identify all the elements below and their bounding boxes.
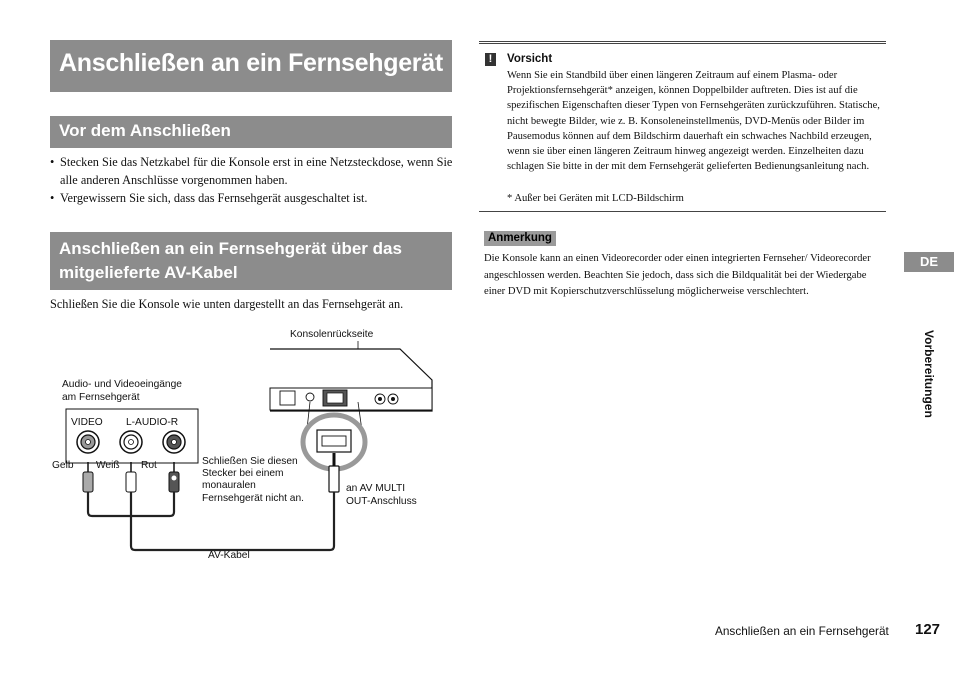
tv-inputs-label: am Fernsehgerät [62, 392, 140, 403]
video-jack-icon [77, 431, 99, 453]
section-heading-text: Vor dem Anschließen [59, 121, 231, 140]
intro-text: Schließen Sie die Konsole wie unten dargestellt an das Fernsehgerät an. [50, 297, 404, 311]
page-number: 127 [915, 621, 941, 638]
audio-right-jack-icon [163, 431, 185, 453]
audio-left-jack-icon [120, 431, 142, 453]
language-tab: DE [904, 252, 954, 272]
av-multi-label: an AV MULTI [346, 483, 406, 494]
yellow-label: Gelb [52, 460, 74, 471]
video-label: VIDEO [71, 417, 103, 428]
caution-bottom-rule [479, 211, 886, 212]
bullet-list [50, 154, 455, 209]
white-plug-icon [126, 462, 136, 492]
console-back-label: Konsolenrückseite [290, 329, 374, 340]
note-label: Anmerkung [484, 231, 556, 246]
chapter-side-label: Vorbereitungen [922, 330, 936, 418]
red-plug-icon [169, 462, 179, 492]
av-cable-label: AV-Kabel [208, 550, 250, 561]
mono-note: monauralen [202, 480, 256, 491]
section-heading-av-cable [50, 232, 452, 290]
section-heading-text: Anschließen an ein Fernsehgerät über das mitgelieferte AV-Kabel [59, 239, 402, 282]
audio-label: L-AUDIO-R [126, 417, 179, 428]
caution-title: Vorsicht [507, 53, 553, 65]
page-title: Anschließen an ein Fernsehgerät [59, 49, 443, 77]
mono-note: Schließen Sie diesen [202, 456, 298, 467]
footer-title: Anschließen an ein Fernsehgerät [715, 624, 889, 638]
bullet-item: • Vergewissern Sie sich, dass das Fernsehgerät ausgeschaltet ist. [50, 190, 455, 208]
note-body: Die Konsole kann an einen Videorecorder oder einen integrierten Fernseher/ Videorecorder angeschlossen werden. Beachten Sie jedoch, dass sich die Bildqualität bei der Wiedergabe einer DVD mit Kopierschutzverschlüsselung möglicherweise verschlechtert. [484, 253, 871, 297]
caution-top-rule [479, 41, 886, 44]
caution-icon: ! [485, 53, 496, 66]
mono-note: Fernsehgerät nicht an. [202, 493, 304, 504]
section-heading-before-connecting [50, 116, 452, 148]
yellow-plug-icon [83, 462, 93, 492]
caution-footnote: * Außer bei Geräten mit LCD-Bildschirm [507, 193, 684, 204]
page-title-bar [50, 40, 452, 92]
bullet-item: • Stecken Sie das Netzkabel für die Konsole erst in eine Netzsteckdose, wenn Sie alle anderen Anschlüsse vorgenommen haben. [50, 154, 455, 189]
mono-note: Stecker bei einem [202, 468, 284, 479]
av-multi-label: OUT-Anschluss [346, 496, 417, 507]
av-multi-plug-icon [329, 466, 339, 492]
tv-inputs-label: Audio- und Videoeingänge [62, 379, 182, 390]
red-label: Rot [141, 460, 157, 471]
white-label: Weiß [96, 460, 120, 471]
caution-body: Wenn Sie ein Standbild über einen längeren Zeitraum auf einem Plasma- oder Projektionsfernsehgerät* anzeigen, können Doppelbilder auftreten. Dies ist auf die spezifischen Eigenschaften dieser Typen von Fernsehgeräten zurückzuführen. Statische, nicht bewegte Bilder, wie z. B. Konsoleneinstellmenüs, DVD-Menüs oder Bilder im Pausemodus können auf dem Bildschirm dauerhaft ein schwaches Nachbild erzeugen, wenn sie über einen längeren Zeitraum hinweg angezeigt werden. Einzelheiten dazu schlagen Sie bitte in der mit dem Fernsehgerät gelieferten Bedienungsanleitung nach. [507, 70, 880, 173]
connection-diagram [40, 320, 460, 570]
